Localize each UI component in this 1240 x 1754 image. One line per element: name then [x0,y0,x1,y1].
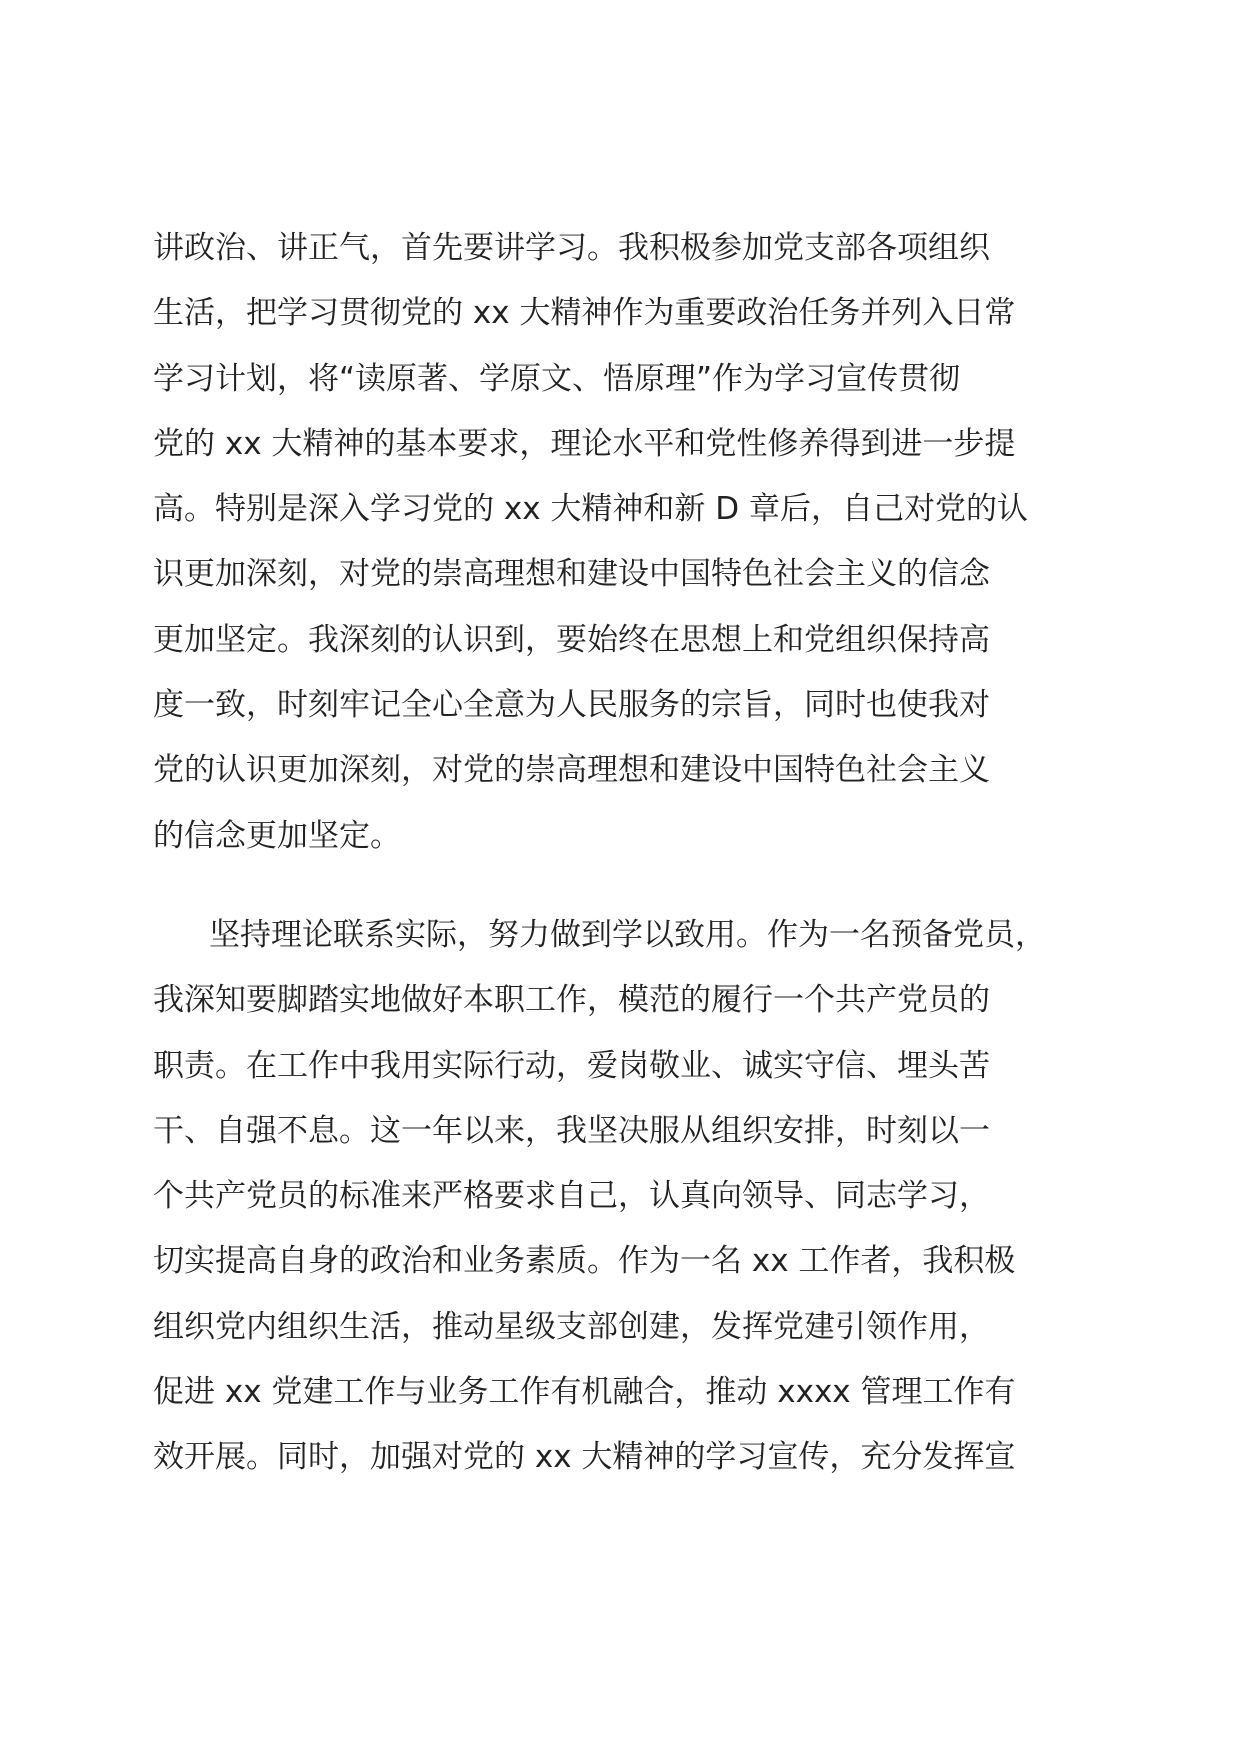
text-line: 切实提高自身的政治和业务素质。作为一名 xx 工作者，我积极 [153,1243,1016,1280]
text-line: 度一致，时刻牢记全心全意为人民服务的宗旨，同时也使我对 [153,687,990,724]
text-line: 生活，把学习贯彻党的 xx 大精神作为重要政治任务并列入日常 [153,295,1016,332]
text-line: 职责。在工作中我用实际行动，爱岗敬业、诚实守信、埋头苦 [153,1047,990,1084]
text-line: 讲政治、讲正气，首先要讲学习。我积极参加党支部各项组织 [153,230,990,266]
text-line: 识更加深刻，对党的崇高理想和建设中国特色社会主义的信念 [153,556,990,593]
text-line: 组织党内组织生活，推动星级支部创建，发挥党建引领作用， [153,1308,990,1345]
text-line: 坚持理论联系实际，努力做到学以致用。作为一名预备党员， [209,917,1046,953]
text-line: 效开展。同时，加强对党的 xx 大精神的学习宣传，充分发挥宣 [153,1439,1016,1476]
paragraph-practice [153,903,1113,1491]
text-line: 干、自强不息。这一年以来，我坚决服从组织安排，时刻以一 [153,1112,990,1149]
text-line: 党的认识更加深刻，对党的崇高理想和建设中国特色社会主义 [153,752,990,789]
paragraph-study [153,216,1113,869]
text-line: 更加坚定。我深刻的认识到，要始终在思想上和党组织保持高 [153,621,990,658]
text-line: 学习计划，将“读原著、学原文、悟原理”作为学习宣传贯彻 [153,360,961,397]
text-line: 个共产党员的标准来严格要求自己，认真向领导、同志学习， [153,1178,990,1215]
text-line: 高。特别是深入学习党的 xx 大精神和新 D 章后，自己对党的认 [153,491,1028,528]
text-line: 我深知要脚踏实地做好本职工作，模范的履行一个共产党员的 [153,982,990,1019]
text-line: 促进 xx 党建工作与业务工作有机融合，推动 xxxx 管理工作有 [153,1374,1016,1411]
text-line: 的信念更加坚定。 [153,817,401,854]
text-line: 党的 xx 大精神的基本要求，理论水平和党性修养得到进一步提 [153,425,1016,462]
